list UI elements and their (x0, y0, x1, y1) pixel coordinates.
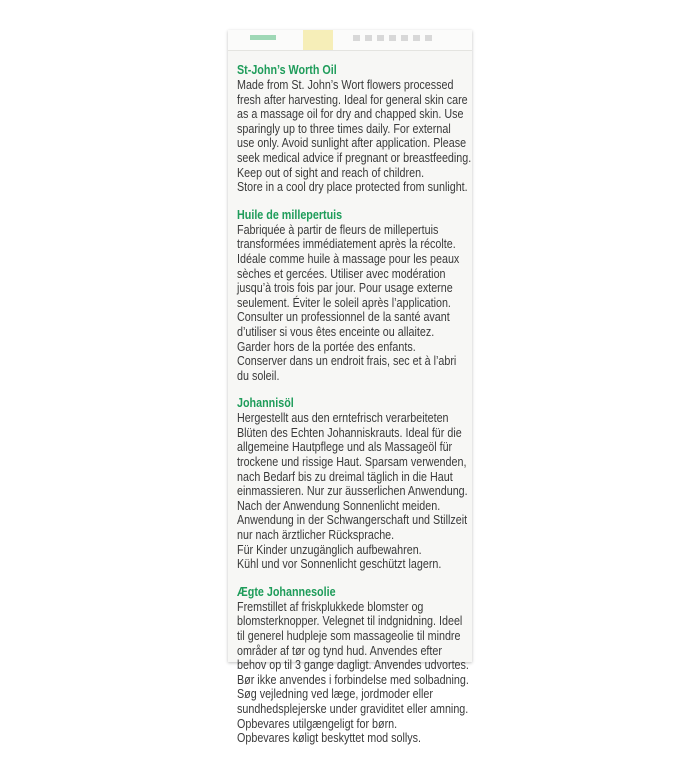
product-box-back-panel (228, 30, 472, 746)
section-heading: St-John’s Worth Oil (237, 63, 337, 77)
section-text-line: Blüten des Echten Johanniskrauts. Ideal für die (237, 425, 462, 440)
section-text-line: Nach der Anwendung Sonnenlicht meiden. (237, 498, 441, 513)
section-text-line: seulement. Éviter le soleil après l’application. (237, 295, 451, 310)
section-text-line: allgemeine Hautpflege und als Massageöl für (237, 440, 453, 455)
section-text-line: sundhedsplejerske under graviditet eller amning. (237, 701, 469, 716)
section-text-line: Anwendung in der Schwangerschaft und Stillzeit (237, 513, 468, 528)
section-text-line: fresh after harvesting. Ideal for general skin care (237, 92, 468, 107)
section-danish (237, 585, 495, 746)
section-text-line: seek medical advice if pregnant or breastfeeding. (237, 150, 472, 165)
section-text-line: Keep out of sight and reach of children. (237, 165, 425, 180)
section-text-line: behov op til 3 gange dagligt. Anvendes udvortes. (237, 658, 469, 673)
section-text-line: Made from St. John’s Wort flowers processed (237, 78, 454, 92)
section-text-line: Hergestellt aus den erntefrisch verarbeiteten (237, 411, 449, 426)
section-text-line: blomsterknopper. Velegnet til indgnidning. Ideel (237, 614, 463, 629)
section-text-line: Opbevares utilgængeligt for børn. (237, 716, 398, 731)
section-heading: Ægte Johannesolie (237, 584, 336, 599)
section-text-line: du soleil. (237, 368, 280, 383)
section-text-line: Søg vejledning ved læge, jordmoder eller (237, 687, 433, 702)
section-text-line: Consulter un professionnel de la santé avant (237, 310, 450, 325)
section-text-line: Kühl und vor Sonnenlicht geschützt lagern. (237, 557, 442, 572)
section-heading: Huile de millepertuis (237, 207, 343, 222)
box-top-flap (228, 30, 472, 51)
section-text-line: Garder hors de la portée des enfants. (237, 339, 416, 354)
section-english (237, 63, 495, 195)
section-text-line: jusqu’à trois fois par jour. Pour usage externe (237, 281, 453, 296)
section-text-line: transformées immédiatement après la récolte. (237, 237, 456, 252)
section-text-line: Opbevares køligt beskyttet mod sollys. (237, 731, 422, 746)
flap-yellow-label (303, 30, 333, 50)
section-text-line: sèches et gercées. Utiliser avec modération (237, 266, 446, 281)
flap-green-logo-mark (250, 35, 276, 40)
section-text-line: einmassieren. Nur zur äusserlichen Anwendung. (237, 484, 468, 499)
section-text-line: Conserver dans un endroit frais, sec et à l’abri (237, 354, 457, 369)
section-text-line: Für Kinder unzugänglich aufbewahren. (237, 542, 422, 557)
section-french (237, 208, 495, 384)
product-text (237, 63, 495, 759)
section-text-line: Store in a cool dry place protected from sunlight. (237, 180, 468, 195)
section-text-line: til generel hudpleje som massageolie til mindre (237, 629, 461, 643)
section-text-line: nach Bedarf bis zu dreimal täglich in die Haut (237, 469, 453, 484)
section-text-line: use only. Avoid sunlight after application. Please (237, 136, 467, 151)
section-german (237, 396, 495, 572)
section-text-line: Bør ikke anvendes i forbindelse med solbadning. (237, 672, 469, 687)
section-text-line: nur nach ärztlicher Rücksprache. (237, 528, 395, 543)
section-text-line: trockene und rissige Haut. Sparsam verwenden, (237, 455, 467, 470)
section-text-line: Idéale comme huile à massage pour les peaux (237, 251, 460, 266)
section-heading: Johannisöl (237, 396, 294, 411)
section-text-line: d’utiliser si vous êtes enceinte ou allaitez. (237, 324, 435, 339)
section-text-line: områder af tør og tynd hud. Anvendes efter (237, 643, 442, 658)
section-text-line: Fabriquée à partir de fleurs de millepertuis (237, 222, 439, 237)
section-text-line: sparingly up to three times daily. For external (237, 121, 451, 136)
flap-printed-marks (353, 35, 433, 41)
section-text-line: as a massage oil for dry and chapped skin. Use (237, 107, 464, 122)
section-text-line: Fremstillet af friskplukkede blomster og (237, 599, 424, 614)
